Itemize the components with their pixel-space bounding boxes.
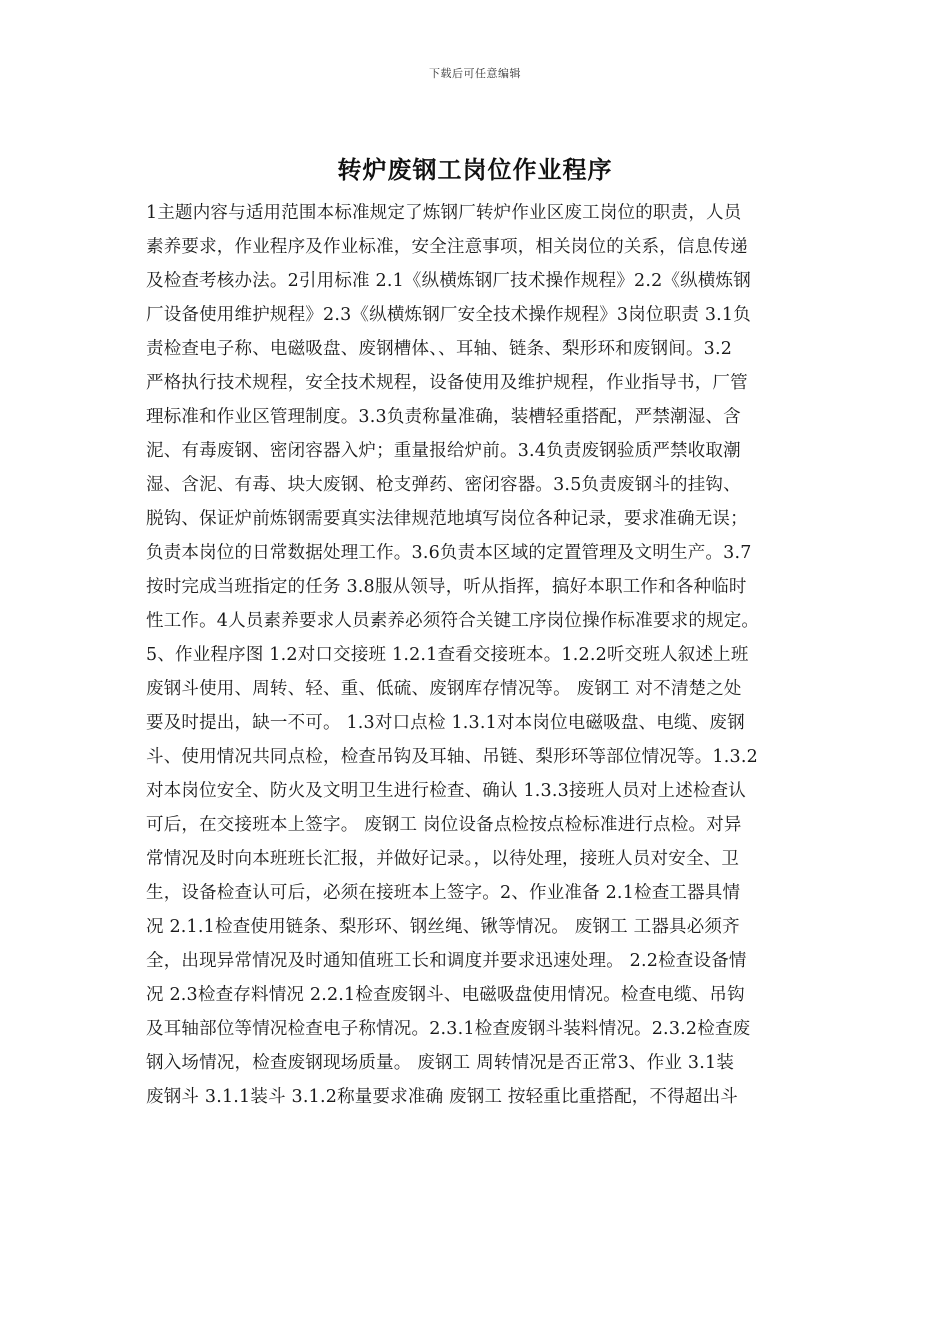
body-text-line: 素养要求，作业程序及作业标准，安全注意事项，相关岗位的关系，信息传递 xyxy=(146,237,748,257)
body-text-line: 况 2.3检查存料情况 2.2.1检查废钢斗、电磁吸盘使用情况。检查电缆、吊钩 xyxy=(146,985,745,1005)
body-text-line: 可后，在交接班本上签字。 废钢工 岗位设备点检按点检标准进行点检。对异 xyxy=(146,815,742,835)
body-text-line: 脱钩、保证炉前炼钢需要真实法律规范地填写岗位各种记录，要求准确无误； xyxy=(146,509,748,529)
body-text-line: 性工作。4人员素养要求人员素养必须符合关键工序岗位操作标准要求的规定。 xyxy=(146,611,760,631)
body-text-line: 理标准和作业区管理制度。3.3负责称量准确，装槽轻重搭配，严禁潮湿、含 xyxy=(146,407,741,427)
body-text-line: 泥、有毒废钢、密闭容器入炉；重量报给炉前。3.4负责废钢验质严禁收取潮 xyxy=(146,441,741,461)
body-text-line: 常情况及时向本班班长汇报，并做好记录。，以待处理，接班人员对安全、卫 xyxy=(146,849,740,869)
document-title: 转炉废钢工岗位作业程序 xyxy=(337,155,613,184)
body-text-line: 责检查电子称、电磁吸盘、废钢槽体、、耳轴、链条、梨形环和废钢间。3.2 xyxy=(146,339,733,359)
body-text-line: 及耳轴部位等情况检查电子称情况。2.3.1检查废钢斗装料情况。2.3.2检查废 xyxy=(146,1019,751,1039)
body-text-line: 对本岗位安全、防火及文明卫生进行检查、确认 1.3.3接班人员对上述检查认 xyxy=(146,781,746,801)
body-text-line: 严格执行技术规程，安全技术规程，设备使用及维护规程，作业指导书，厂管 xyxy=(146,373,748,393)
body-text-line: 况 2.1.1检查使用链条、梨形环、钢丝绳、锹等情况。 废钢工 工器具必须齐 xyxy=(146,917,740,937)
body-text-line: 湿、含泥、有毒、块大废钢、枪支弹药、密闭容器。3.5负责废钢斗的挂钩、 xyxy=(146,475,741,495)
body-text-line: 负责本岗位的日常数据处理工作。3.6负责本区域的定置管理及文明生产。3.7 xyxy=(146,543,752,563)
body-text-line: 5、作业程序图 1.2对口交接班 1.2.1查看交接班本。1.2.2听交班人叙述上班 xyxy=(146,645,749,665)
body-text-line: 厂设备使用维护规程》2.3《纵横炼钢厂安全技术操作规程》3岗位职责 3.1负 xyxy=(146,305,751,325)
body-text-line: 及检查考核办法。2引用标准 2.1《纵横炼钢厂技术操作规程》2.2《纵横炼钢 xyxy=(146,271,751,291)
body-text-line: 废钢斗 3.1.1装斗 3.1.2称量要求准确 废钢工 按轻重比重搭配，不得超出斗 xyxy=(146,1087,739,1107)
body-text-line: 废钢斗使用、周转、轻、重、低硫、废钢库存情况等。 废钢工 对不清楚之处 xyxy=(146,679,742,699)
body-text-line: 斗、使用情况共同点检，检查吊钩及耳轴、吊链、梨形环等部位情况等。1.3.2 xyxy=(146,747,758,767)
body-text-line: 生，设备检查认可后，必须在接班本上签字。2、作业准备 2.1检查工器具情 xyxy=(146,883,741,903)
body-text-line: 钢入场情况，检查废钢现场质量。 废钢工 周转情况是否正常3、作业 3.1装 xyxy=(146,1053,735,1073)
document-body xyxy=(146,196,818,1114)
header-note: 下载后可任意编辑 xyxy=(429,67,521,80)
body-text-line: 全，出现异常情况及时通知值班工长和调度并要求迅速处理。 2.2检查设备情 xyxy=(146,951,747,971)
body-text-line: 按时完成当班指定的任务 3.8服从领导，听从指挥，搞好本职工作和各种临时 xyxy=(146,577,747,597)
body-text-line: 要及时提出，缺一不可。 1.3对口点检 1.3.1对本岗位电磁吸盘、电缆、废钢 xyxy=(146,713,745,733)
body-text-line: 1主题内容与适用范围本标准规定了炼钢厂转炉作业区废工岗位的职责，人员 xyxy=(146,203,742,223)
